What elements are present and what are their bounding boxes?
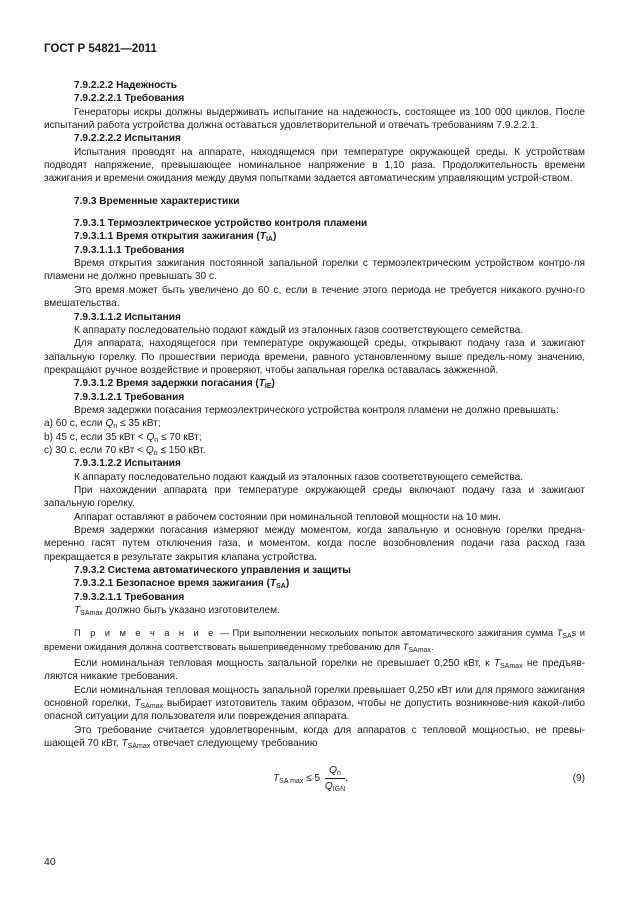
formula-numerator: $Q_n$ bbox=[325, 764, 345, 779]
paragraph: Испытания проводят на аппарате, находящемся при температуре окружающей среды. К устройствам подводят напряжение, превышающее номинальное напряжение в 1,10 раза. Продолжительность времени зажигания и времени ожидания между двумя попытками задается автоматическим управляющим устрой-ством. bbox=[44, 146, 585, 185]
list-item: b) 45 с, если 35 кВт < $Q_n \le 70$ кВт; bbox=[44, 431, 202, 444]
subsection-heading: 7.9.2.2.2.1 Требования bbox=[74, 93, 185, 105]
paragraph: Если номинальная тепловая мощность запальной горелки не превышает 0,250 кВт, к $T_{SAmax}$ не предъяв-ляются никакие требования. bbox=[44, 658, 585, 683]
subsection-heading: 7.9.3.1.1.2 Испытания bbox=[74, 311, 181, 323]
subsection-heading: 7.9.3.1.1 Время открытия зажигания $(T_{IA})$ bbox=[74, 231, 277, 244]
section-heading: 7.9.3.2 Система автоматического управления и защиты bbox=[74, 565, 351, 577]
paragraph: Время задержки погасания измеряют между моментом, когда запальную и основную горелки предна-меренно гасят путем отключения газа, и моментом, когда после возобновления подачи газа расход газа прекращается в результате закрытия клапана устройства. bbox=[44, 525, 585, 563]
subsection-heading: 7.9.3.2.1 Безопасное время зажигания $(T_{SA})$ bbox=[74, 578, 290, 591]
page-number: 40 bbox=[44, 856, 56, 868]
paragraph: Это время может быть увеличено до 60 с, если в течение этого периода не требуется никакого ручно-го вмешательства. bbox=[44, 284, 585, 310]
subsection-heading: 7.9.3.2.1.1 Требования bbox=[74, 591, 185, 603]
paragraph: Для аппарата, находящегося при температуре окружающей среды, открывают подачу газа и зажигают запальную горелку. По прошествии периода времени, равного установленному выше предель-ному значению, прекращают ручное воздействие и проверяют, чтобы запальная горелка оставалась зажженной. bbox=[44, 338, 585, 376]
subsection-heading: 7.9.3.1.2 Время задержки погасания $(T_{IE})$ bbox=[74, 378, 275, 391]
section-heading: 7.9.3 Временные характеристики bbox=[74, 195, 240, 207]
paragraph: К аппарату последовательно подают каждый из эталонных газов соответствующего семейства. bbox=[74, 471, 524, 483]
paragraph: Время задержки погасания термоэлектрического устройства контроля пламени не должно превышать: bbox=[74, 404, 559, 416]
subsection-heading: 7.9.2.2.2.2 Испытания bbox=[74, 133, 181, 145]
subsection-heading: 7.9.3.1.2.2 Испытания bbox=[74, 458, 181, 470]
paragraph: Аппарат оставляют в рабочем состоянии при номинальной тепловой мощности на 10 мин. bbox=[74, 511, 501, 523]
subsection-heading: 7.9.3.1.1.1 Требования bbox=[74, 244, 185, 256]
list-item: a) 60 с, если $Q_n \le 35$ кВт; bbox=[44, 418, 161, 431]
section-heading: 7.9.2.2.2 Надежность bbox=[74, 80, 177, 91]
formula-expression: $T_{SA max} \le 5$ $\frac{Q_n}{Q_{IGN}}$ , bbox=[273, 764, 348, 793]
section-heading: 7.9.3.1 Термоэлектрическое устройство контроля пламени bbox=[74, 218, 368, 230]
paragraph: Если номинальная тепловая мощность запальной горелки превышает 0,250 кВт или для прямого зажигания основной горелки, $T_{SAmax}$ выбирает изготовитель таким образом, чтобы не допустить возникнове-ния какой-либо опасной ситуации для пользователя или повреждения аппарата. bbox=[44, 684, 585, 723]
paragraph: К аппарату последовательно подают каждый из эталонных газов соответствующего семейства. bbox=[74, 324, 524, 336]
paragraph: Это требование считается удовлетворенным, когда для аппаратов с тепловой мощностью, не превы-шающей 70 кВт, $T_{SAmax}$ отвечает следующему требованию bbox=[44, 724, 585, 751]
page-header: ГОСТ Р 54821—2011 bbox=[44, 43, 157, 55]
formula-9 bbox=[44, 754, 585, 800]
paragraph: $T_{SAmax}$ должно быть указано изготовителем. bbox=[74, 605, 280, 618]
formula-denominator: $Q_{IGN}$ bbox=[324, 780, 346, 793]
subsection-heading: 7.9.3.1.2.1 Требования bbox=[74, 391, 185, 403]
formula-number: (9) bbox=[572, 772, 585, 784]
formula-fraction bbox=[325, 764, 345, 793]
paragraph: Генераторы искры должны выдерживать испытание на надежность, состоящее из 100 000 циклов. После испытаний работа устройства должна оставаться удовлетворительной и отвечать требованиям 7.9.2.2.1. bbox=[44, 106, 585, 132]
list-item: c) 30 с, если 70 кВт < $Q_n \le 150$ кВт. bbox=[44, 444, 206, 457]
paragraph: Время открытия зажигания постоянной запальной горелки с термоэлектрическим устройством контро-ля пламени не должно превышать 30 с. bbox=[44, 258, 585, 283]
note: П р и м е ч а н и е — При выполнении нескольких попыток автоматического зажигания сумма $T_{SA}s$ и времени ожидания должна соответствовать вышеприведенному требованию для $T_{SAmax}$. bbox=[44, 627, 585, 654]
document-body bbox=[44, 79, 585, 800]
paragraph: При нахождении аппарата при температуре окружающей среды включают подачу газа и зажигают запальную горелку. bbox=[44, 484, 585, 510]
